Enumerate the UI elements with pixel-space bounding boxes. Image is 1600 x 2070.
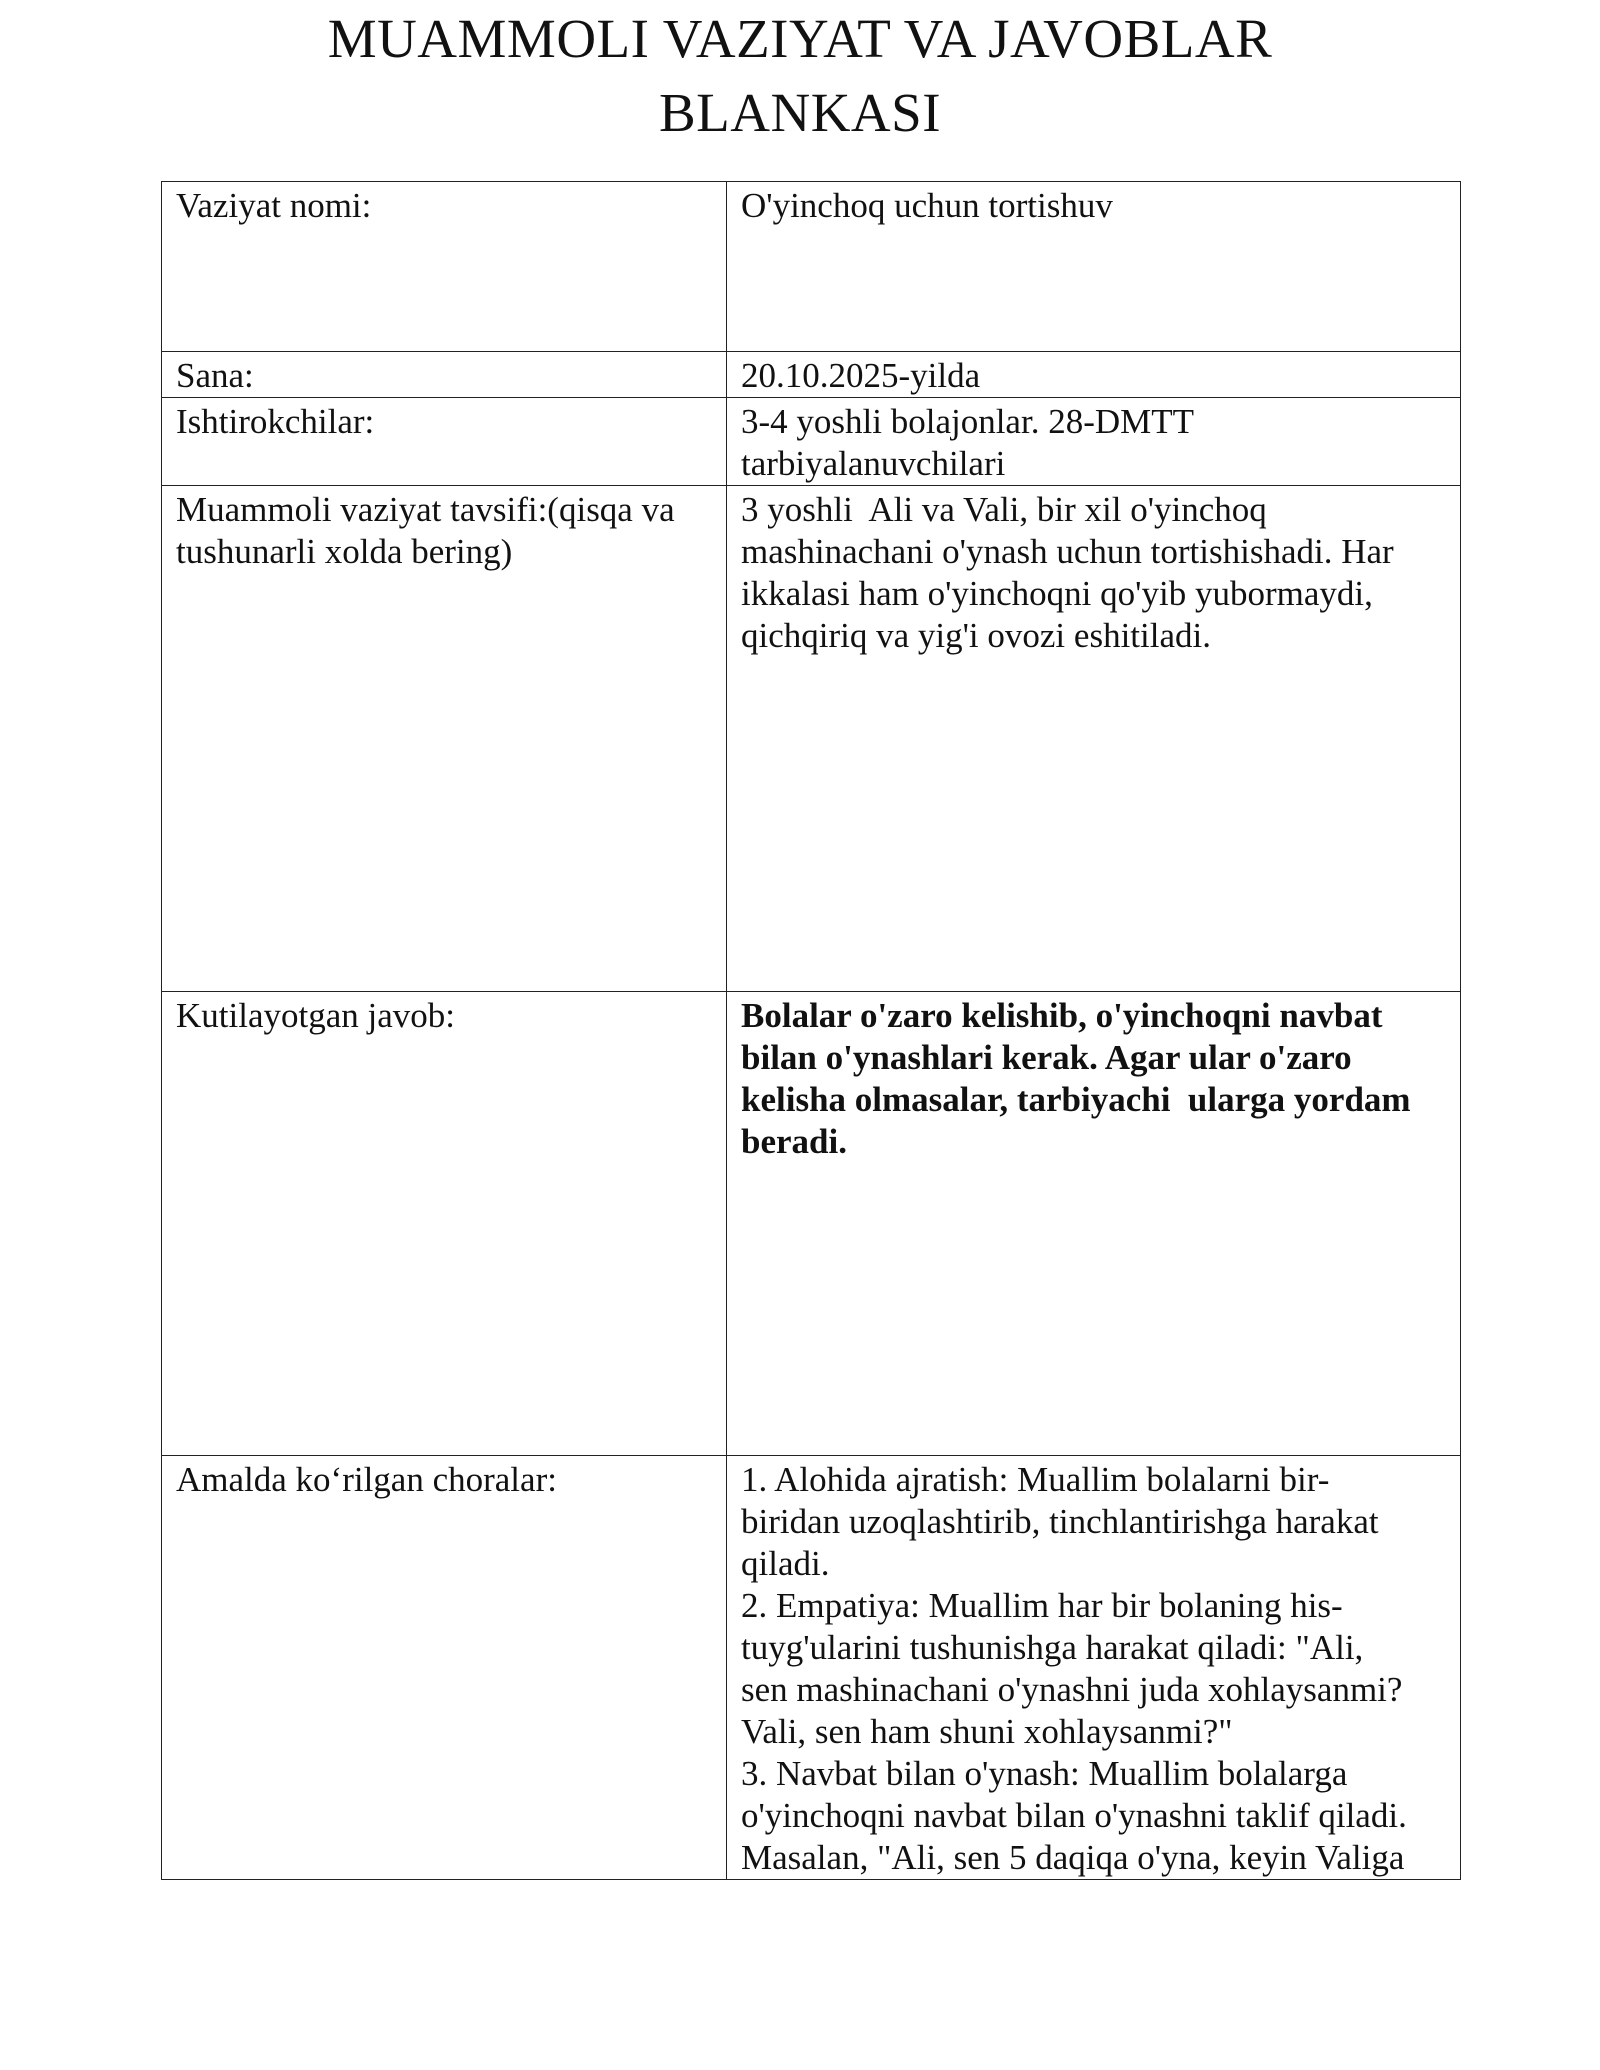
label-sana: Sana: xyxy=(162,352,727,398)
value-kutilayotgan-javob: Bolalar o'zaro kelishib, o'yinchoqni navbat bilan o'ynashlari kerak. Agar ular o'zaro kelisha olmasalar, tarbiyachi ularga yordam beradi. xyxy=(727,992,1461,1456)
label-kutilayotgan-javob: Kutilayotgan javob: xyxy=(162,992,727,1456)
label-vaziyat-nomi: Vaziyat nomi: xyxy=(162,182,727,352)
label-ishtirokchilar: Ishtirokchilar: xyxy=(162,398,727,486)
document-title xyxy=(0,2,1600,150)
row-ishtirokchilar xyxy=(162,398,1461,486)
value-vaziyat-nomi: O'yinchoq uchun tortishuv xyxy=(727,182,1461,352)
label-korilgan-choralar: Amalda ko‘rilgan choralar: xyxy=(162,1456,727,1880)
row-vaziyat-tavsifi xyxy=(162,486,1461,992)
label-vaziyat-tavsifi: Muammoli vaziyat tavsifi:(qisqa va tushunarli xolda bering) xyxy=(162,486,727,992)
row-kutilayotgan-javob xyxy=(162,992,1461,1456)
row-vaziyat-nomi xyxy=(162,182,1461,352)
value-vaziyat-tavsifi: 3 yoshli Ali va Vali, bir xil o'yinchoq mashinachani o'ynash uchun tortishishadi. Har ikkalasi ham o'yinchoqni qo'yib yubormaydi, qichqiriq va yig'i ovozi eshitiladi. xyxy=(727,486,1461,992)
title-line-2: BLANKASI xyxy=(658,82,942,143)
value-ishtirokchilar: 3-4 yoshli bolajonlar. 28-DMTT tarbiyalanuvchilari xyxy=(727,398,1461,486)
value-korilgan-choralar: 1. Alohida ajratish: Muallim bolalarni bir- biridan uzoqlashtirib, tinchlantirishga harakat qiladi. 2. Empatiya: Muallim har bir bolaning his- tuyg'ularini tushunishga harakat qiladi: "Ali, sen mashinachani o'ynashni juda xohlaysanmi? Vali, sen ham shuni xohlaysanmi?" 3. Navbat bilan o'ynash: Muallim bolalarga o'yinchoqni navbat bilan o'ynashni taklif qiladi. Masalan, "Ali, sen 5 daqiqa o'yna, keyin Valiga xyxy=(727,1456,1461,1880)
value-sana: 20.10.2025-yilda xyxy=(727,352,1461,398)
situation-form-table xyxy=(161,181,1461,1880)
row-korilgan-choralar xyxy=(162,1456,1461,1880)
title-line-1: MUAMMOLI VAZIYAT VA JAVOBLAR xyxy=(327,8,1273,69)
row-sana xyxy=(162,352,1461,398)
